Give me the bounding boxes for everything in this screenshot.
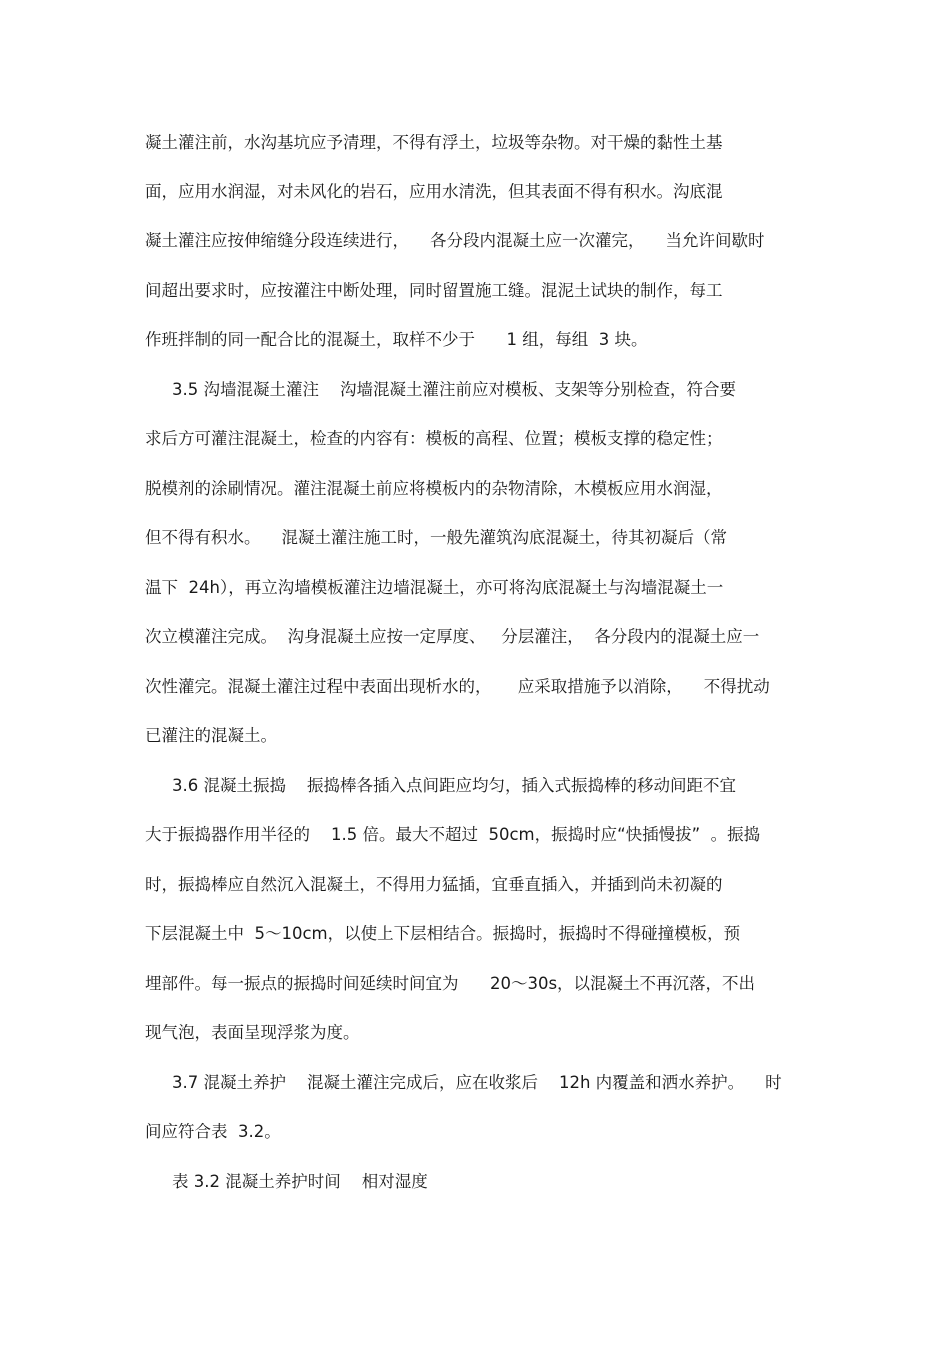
table-caption: 表 3.2 混凝土养护时间 相对湿度 (172, 1172, 428, 1191)
paragraph-line: 凝土灌注应按伸缩缝分段连续进行， 各分段内混凝土应一次灌完， 当允许间歇时 (145, 231, 765, 250)
paragraph-line: 已灌注的混凝土。 (145, 726, 277, 745)
paragraph-line: 作班拌制的同一配合比的混凝土，取样不少于 1 组，每组 3 块。 (145, 330, 648, 349)
paragraph-line: 次立模灌注完成。 沟身混凝土应按一定厚度、 分层灌注， 各分段内的混凝土应一 (145, 627, 760, 646)
paragraph-line: 下层混凝土中 5～10cm，以使上下层相结合。振捣时，振捣时不得碰撞模板，预 (145, 924, 741, 943)
paragraph-line: 间应符合表 3.2。 (145, 1122, 281, 1141)
paragraph-line: 求后方可灌注混凝土，检查的内容有：模板的高程、位置；模板支撑的稳定性； (145, 429, 723, 448)
paragraph-line: 间超出要求时，应按灌注中断处理，同时留置施工缝。混泥土试块的制作，每工 (145, 281, 723, 300)
paragraph-line: 面，应用水润湿，对未风化的岩石，应用水清洗，但其表面不得有积水。沟底混 (145, 182, 723, 201)
paragraph-line: 大于振捣器作用半径的 1.5 倍。最大不超过 50cm，振捣时应“快插慢拔” 。振捣 (145, 825, 761, 844)
paragraph-line: 次性灌完。混凝土灌注过程中表面出现析水的， 应采取措施予以消除， 不得扰动 (145, 677, 770, 696)
paragraph-line: 但不得有积水。 混凝土灌注施工时，一般先灌筑沟底混凝土，待其初凝后（常 (145, 528, 727, 547)
section-heading-3-7: 3.7 混凝土养护 混凝土灌注完成后，应在收浆后 12h 内覆盖和洒水养护。 时 (172, 1073, 782, 1092)
paragraph-line: 凝土灌注前，水沟基坑应予清理，不得有浮土，垃圾等杂物。对干燥的黏性土基 (145, 133, 723, 152)
paragraph-line: 现气泡，表面呈现浮浆为度。 (145, 1023, 360, 1042)
section-heading-3-6: 3.6 混凝土振捣 振捣棒各插入点间距应均匀，插入式振捣棒的移动间距不宜 (172, 776, 736, 795)
paragraph-line: 脱模剂的涂刷情况。灌注混凝土前应将模板内的杂物清除，木模板应用水润湿， (145, 479, 723, 498)
paragraph-line: 时，振捣棒应自然沉入混凝土，不得用力猛插，宜垂直插入，并插到尚未初凝的 (145, 875, 723, 894)
section-heading-3-5: 3.5 沟墙混凝土灌注 沟墙混凝土灌注前应对模板、支架等分别检查，符合要 (172, 380, 736, 399)
paragraph-line: 埋部件。每一振点的振捣时间延续时间宜为 20～30s，以混凝土不再沉落，不出 (145, 974, 756, 993)
paragraph-line: 温下 24h），再立沟墙模板灌注边墙混凝土，亦可将沟底混凝土与沟墙混凝土一 (145, 578, 724, 597)
